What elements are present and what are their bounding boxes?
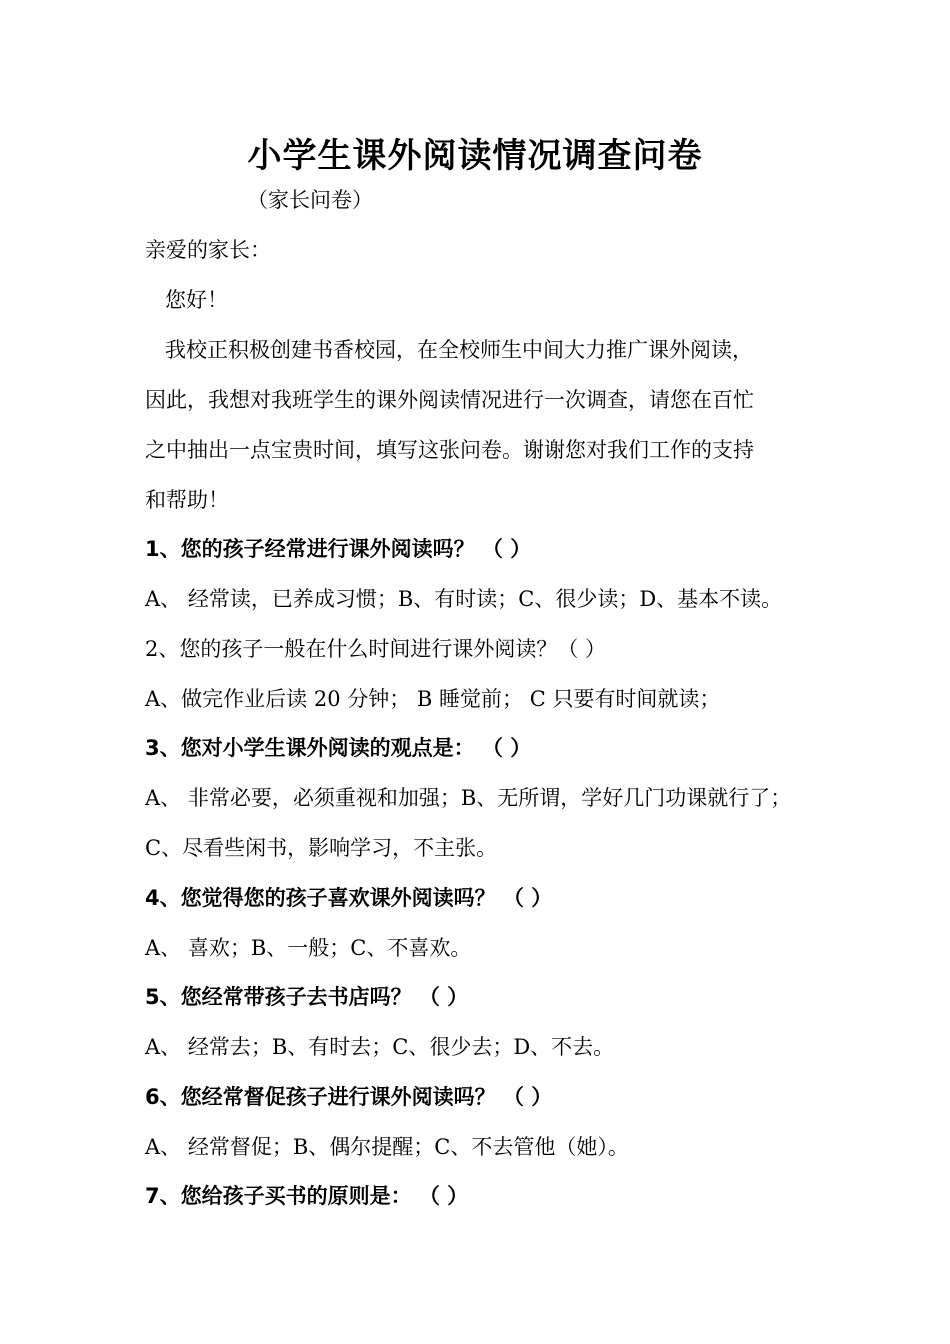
question-3: 3、您对小学生课外阅读的观点是： （ ） (145, 736, 532, 760)
document-title: 小学生课外阅读情况调查问卷 (247, 136, 703, 176)
question-3-options: A、 非常必要，必须重视和加强；B、无所谓，学好几门功课就行了； (145, 786, 792, 810)
document-subtitle: （家长问卷） (247, 188, 373, 212)
question-4-options: A、 喜欢；B、一般；C、不喜欢。 (145, 936, 472, 960)
question-3-options-cont: C、尽看些闲书，影响学习，不主张。 (145, 836, 498, 860)
question-6-options: A、 经常督促；B、偶尔提醒；C、不去管他（她）。 (145, 1135, 629, 1159)
question-7: 7、您给孩子买书的原则是： （ ） (145, 1184, 469, 1208)
question-6: 6、您经常督促孩子进行课外阅读吗？ （ ） (145, 1085, 553, 1109)
question-5: 5、您经常带孩子去书店吗？ （ ） (145, 985, 469, 1009)
question-4: 4、您觉得您的孩子喜欢课外阅读吗？ （ ） (145, 886, 553, 910)
intro-line: 之中抽出一点宝贵时间，填写这张问卷。谢谢您对我们工作的支持 (145, 438, 754, 462)
question-5-options: A、 经常去；B、有时去；C、很少去；D、不去。 (145, 1035, 615, 1059)
intro-line: 因此，我想对我班学生的课外阅读情况进行一次调查，请您在百忙 (145, 388, 754, 412)
question-1: 1、您的孩子经常进行课外阅读吗？ （ ） (145, 537, 532, 561)
question-2-options: A、做完作业后读 20 分钟； B 睡觉前； C 只要有时间就读； (145, 687, 721, 711)
salutation: 亲爱的家长： (145, 238, 271, 262)
intro-line: 我校正积极创建书香校园，在全校师生中间大力推广课外阅读， (165, 338, 753, 362)
question-2: 2、您的孩子一般在什么时间进行课外阅读？（ ） (145, 637, 607, 661)
intro-line: 和帮助！ (145, 488, 229, 512)
greeting: 您好！ (165, 288, 228, 312)
question-1-options: A、 经常读，已养成习惯；B、有时读；C、很少读；D、基本不读。 (145, 587, 783, 611)
